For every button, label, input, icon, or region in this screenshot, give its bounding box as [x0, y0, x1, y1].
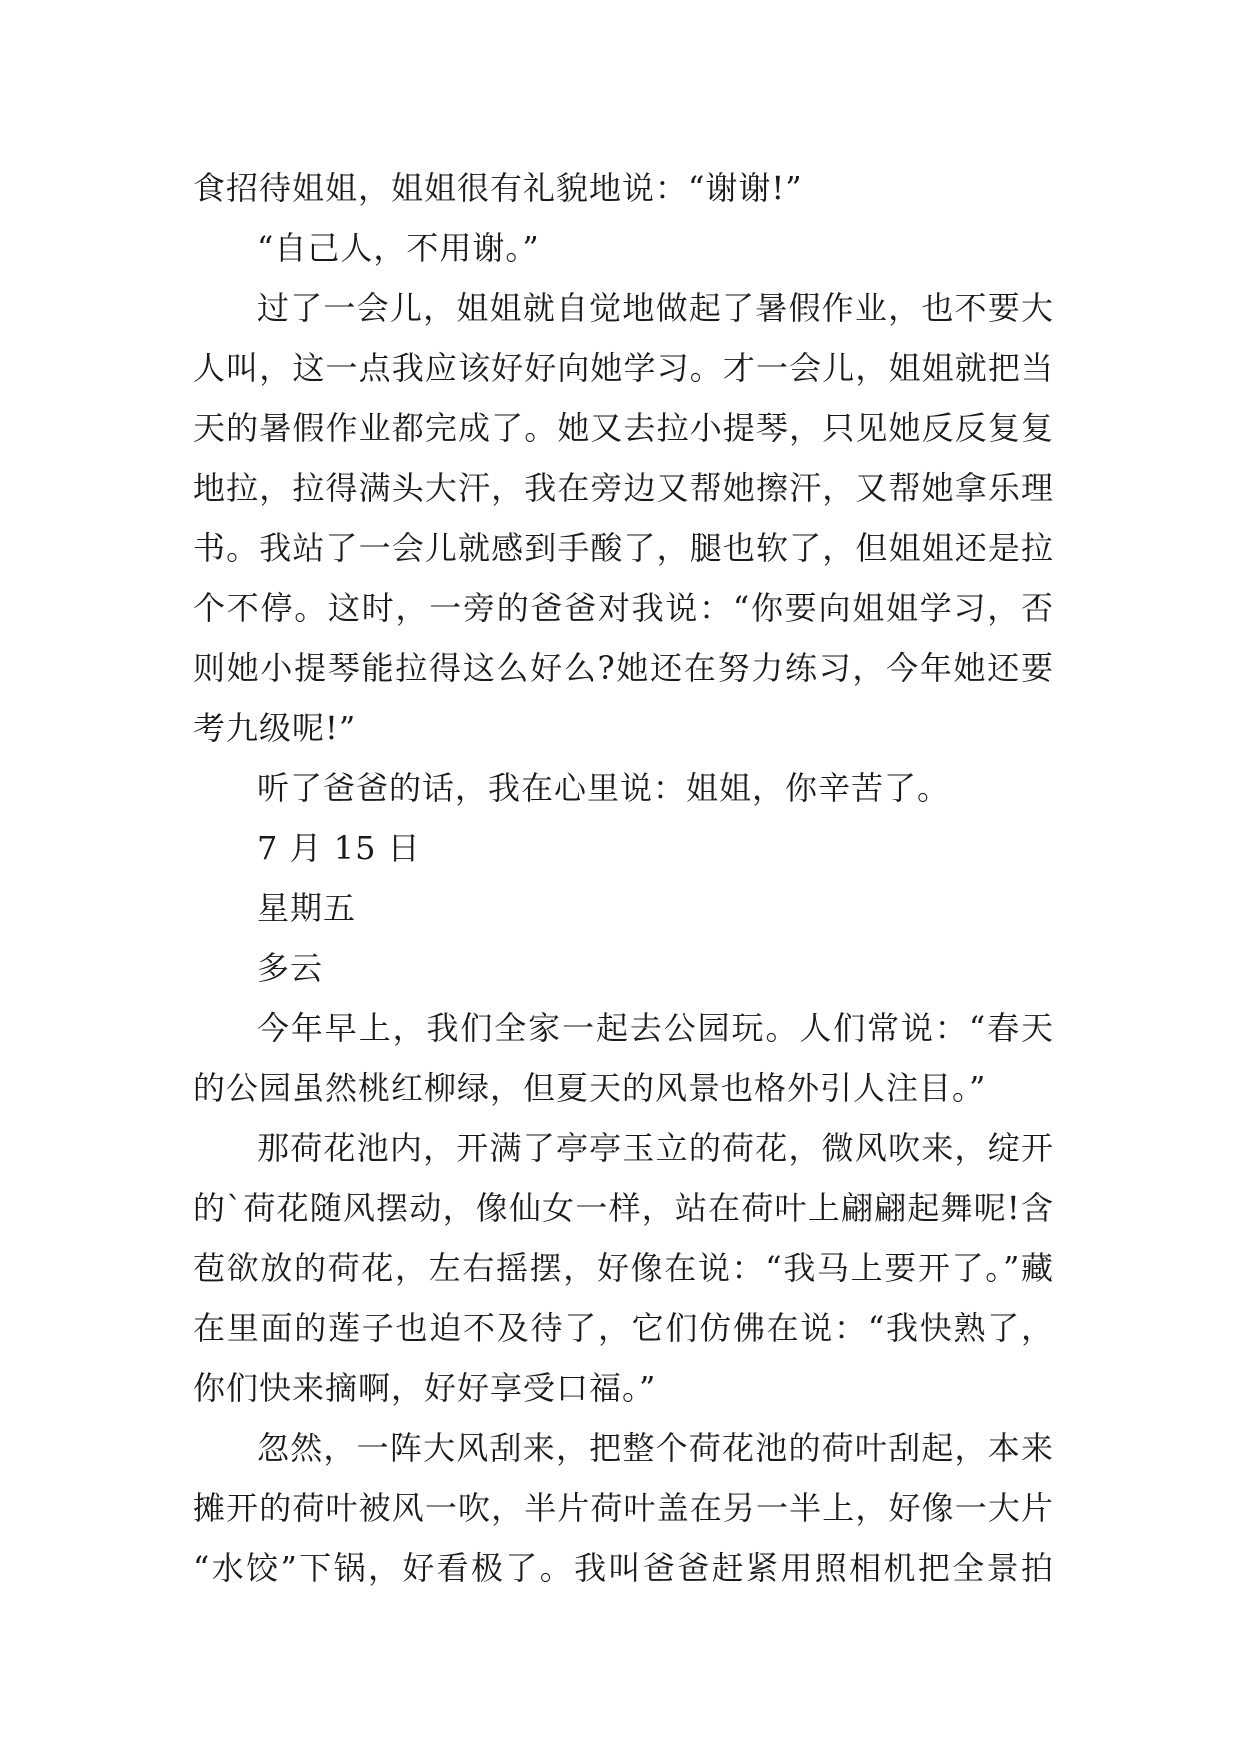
weather-line: 多云: [257, 949, 324, 987]
paragraph-start-line: 今年早上，我们全家一起去公园玩。人们常说：“春天: [257, 1009, 1053, 1047]
text-line: 的公园虽然桃红柳绿，但夏天的风景也格外引人注目。”: [193, 1069, 987, 1107]
text-line: 苞欲放的荷花，左右摇摆，好像在说：“我马上要开了。”藏: [193, 1249, 1053, 1287]
text-line: 摊开的荷叶被风一吹，半片荷叶盖在另一半上，好像一大片: [193, 1489, 1053, 1527]
text-line: 考九级呢!”: [193, 709, 357, 747]
text-line: “水饺”下锅，好看极了。我叫爸爸赶紧用照相机把全景拍: [193, 1549, 1053, 1587]
text-line: 食招待姐姐，姐姐很有礼貌地说：“谢谢!”: [193, 169, 803, 207]
text-line: 书。我站了一会儿就感到手酸了，腿也软了，但姐姐还是拉: [193, 529, 1053, 567]
text-line: 地拉，拉得满头大汗，我在旁边又帮她擦汗，又帮她拿乐理: [193, 469, 1053, 507]
text-line: 的`荷花随风摆动，像仙女一样，站在荷叶上翩翩起舞呢!含: [193, 1189, 1053, 1227]
weekday-line: 星期五: [257, 889, 357, 927]
paragraph-start-line: 忽然，一阵大风刮来，把整个荷花池的荷叶刮起，本来: [257, 1429, 1053, 1467]
text-line: 你们快来摘啊，好好享受口福。”: [193, 1369, 657, 1407]
document-page: [193, 158, 1053, 1598]
text-line: 则她小提琴能拉得这么好么?她还在努力练习，今年她还要: [193, 649, 1053, 687]
paragraph-start-line: 过了一会儿，姐姐就自觉地做起了暑假作业，也不要大: [257, 289, 1053, 327]
text-line: 个不停。这时，一旁的爸爸对我说：“你要向姐姐学习，否: [193, 589, 1053, 627]
text-line: 天的暑假作业都完成了。她又去拉小提琴，只见她反反复复: [193, 409, 1053, 447]
date-line: 7 月 15 日: [257, 829, 421, 867]
paragraph-start-line: 那荷花池内，开满了亭亭玉立的荷花，微风吹来，绽开: [257, 1129, 1053, 1167]
text-line: “自己人，不用谢。”: [257, 229, 540, 267]
paragraph-start-line: 听了爸爸的话，我在心里说：姐姐，你辛苦了。: [257, 769, 951, 807]
text-line: 人叫，这一点我应该好好向她学习。才一会儿，姐姐就把当: [193, 349, 1053, 387]
text-line: 在里面的莲子也迫不及待了，它们仿佛在说：“我快熟了，: [193, 1309, 1053, 1347]
